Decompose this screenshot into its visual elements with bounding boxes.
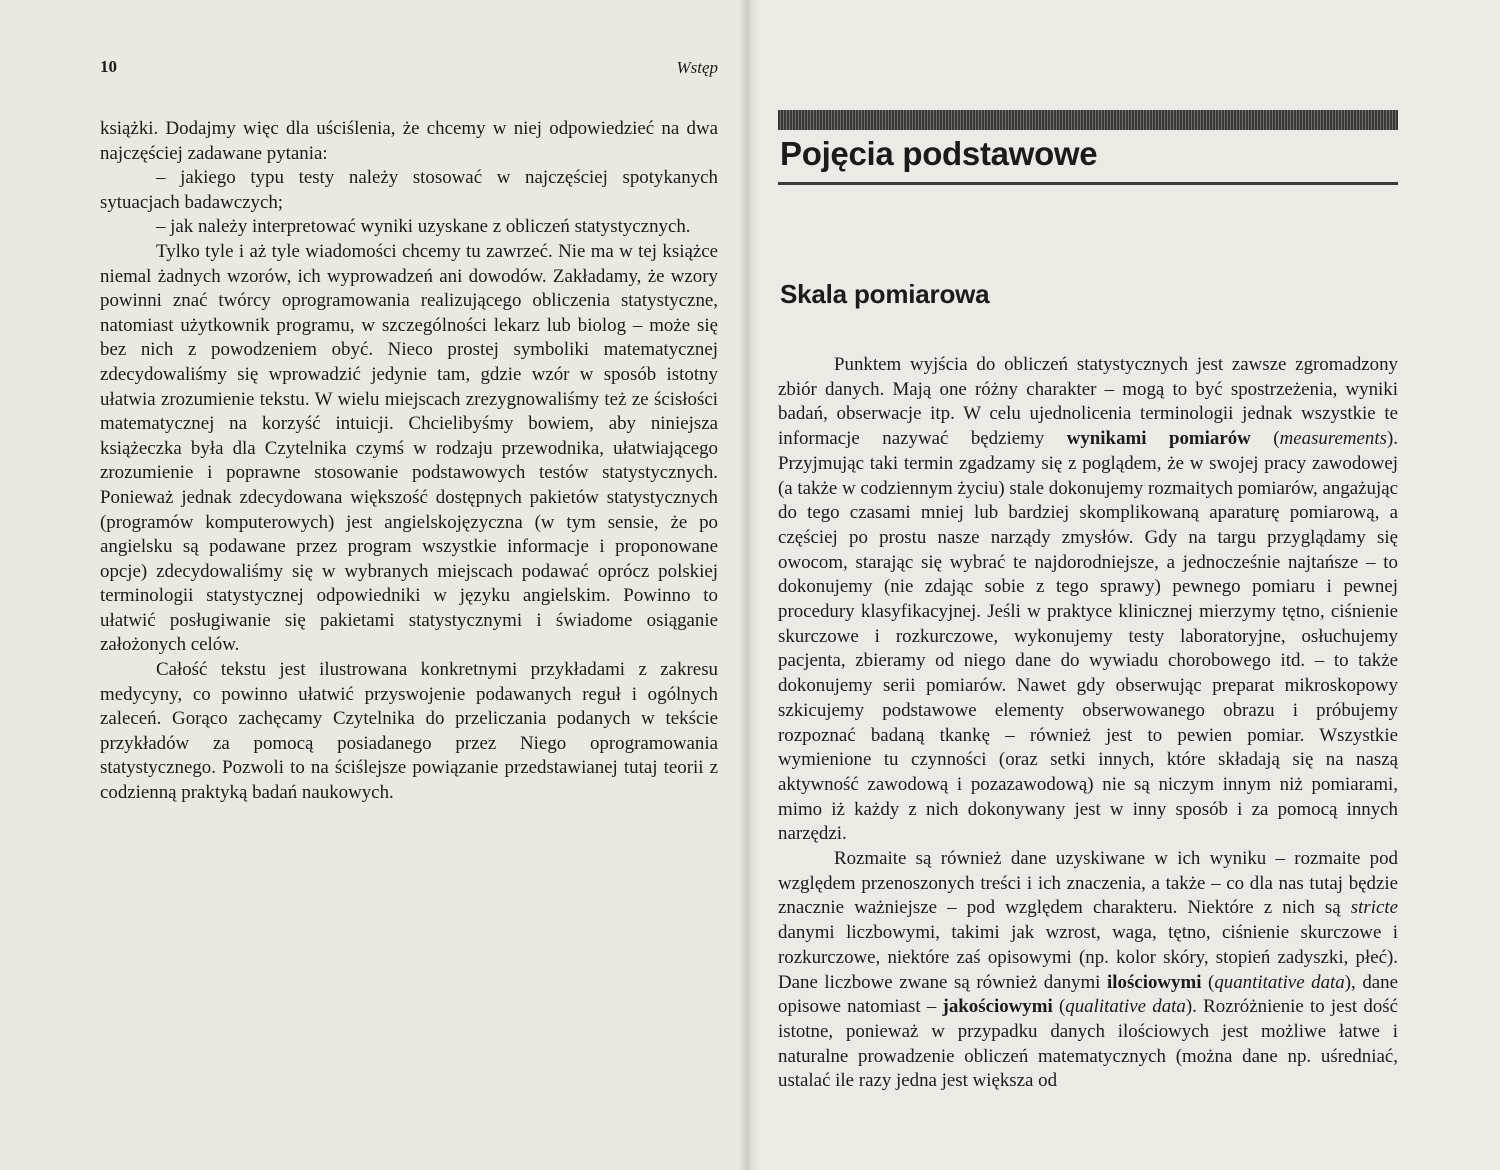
italic-term: qualitative data <box>1065 996 1186 1018</box>
list-item: – jak należy interpretować wyniki uzyskane z obliczeń statystycznych. <box>156 216 691 238</box>
chapter-title-bar <box>778 110 1398 130</box>
paragraph: książki. Dodajmy więc dla uściślenia, że chcemy w niej odpowiedzieć na dwa najczęściej zadawane pytania: <box>100 118 718 164</box>
text-run: Punktem wyjścia do obliczeń statystycznych jest zawsze zgromadzony zbiór danych. Mają one różny charakter – mogą to być spostrzeżenia, wyniki badań, obserwacje itp. W celu ujednolicenia terminologii jednak wszystkie te informacje nazywać będziemy <box>778 354 1398 450</box>
italic-term: stricte <box>1350 897 1398 919</box>
page-number: 10 <box>100 57 117 76</box>
italic-term: measurements <box>1279 428 1387 450</box>
bold-term: ilościowymi <box>1107 971 1202 993</box>
chapter-title-rule <box>778 182 1398 185</box>
right-page-body <box>778 353 1398 1094</box>
paragraph: Całość tekstu jest ilustrowana konkretnymi przykładami z zakresu medycyny, co powinno ułatwić przyswojenie podawanych reguł i ogólnych zaleceń. Gorąco zachęcamy Czytelnika do przeliczania podanych w tekście przykładów za pomocą posiadanego przez Niego oprogramowania statystycznego. Pozwoli to na ściślejsze powiązanie przedstawianej tutaj teorii z codzienną praktyką badań naukowych. <box>100 659 718 804</box>
italic-term: quantitative data <box>1214 971 1345 993</box>
bold-term: jakościowymi <box>942 996 1053 1018</box>
right-page-content <box>778 110 1398 1094</box>
text-run: ). Przyjmując taki termin zgadzamy się z poglądem, że w swojej pracy zawodowej (a także w codziennym życiu) stale dokonujemy rozmaitych pomiarów, angażując do tego czasami mniej lub bardziej skomplikowaną aparaturę pomiarową, a częściej po prostu nasze narządy zmysłów. Gdy na targu przyglądamy się owocom, starając się wybrać te najdorodniejsze, a jednocześnie najtańsze – to dokonujemy (nie zdając sobie z tego sprawy) pewnego pomiaru i pewnej procedury klasyfikacyjnej. Jeśli w praktyce klinicznej mierzymy tętno, ciśnienie skurczowe i rozkurczowe, wykonujemy testy laboratoryjne, osłuchujemy pacjenta, zbieramy od niego dane do wywiadu chorobowego itd. – to także dokonujemy serii pomiarów. Nawet gdy obserwując preparat mikroskopowy szkicujemy podstawowe elementy obserwowanego obrazu i próbujemy rozpoznać badaną tkankę – również jest to pewien pomiar. Wszystkie wymienione tu czynności (oraz setki innych, które składają się na naszą aktywność zawodową i pozazawodową) nie są niczym innym niż pomiarami, mimo iż każdy z nich dokonywany jest w inny sposób i za pomocą innych narzędzi. <box>778 428 1398 845</box>
running-head: Wstęp <box>676 58 718 77</box>
text-run: danymi liczbowymi, takimi jak wzrost, waga, tętno, ciśnienie skurczowe i rozkurczowe, niektóre zaś opisowymi (np. kolor skóry, stopień zadyszki, płeć). Dane liczbowe zwane są również danymi <box>778 922 1398 993</box>
right-page <box>748 0 1500 1170</box>
paragraph <box>778 847 1398 1094</box>
text-run: ), dane opisowe natomiast – <box>778 971 1399 1018</box>
book-gutter <box>738 0 758 1170</box>
paragraph <box>778 353 1398 847</box>
bold-term: wynikami pomiarów <box>1066 428 1251 450</box>
left-page <box>0 0 748 1170</box>
section-title: Skala pomiarowa <box>780 279 990 309</box>
left-page-body <box>100 117 718 806</box>
chapter-title: Pojęcia podstawowe <box>780 135 1098 172</box>
text-run: ( <box>1250 428 1280 450</box>
text-run: ( <box>1052 996 1066 1018</box>
text-run: ). Rozróżnienie to jest dość istotne, ponieważ w przypadku danych ilościowych jest możliwe łatwe i naturalne prowadzenie obliczeń matematycznych (można dane np. uśredniać, ustalać ile razy jedna jest większa od <box>778 996 1399 1092</box>
text-run: Rozmaite są również dane uzyskiwane w ich wyniku – rozmaite pod względem przenoszonych treści i ich znaczenia, a także – co dla nas tutaj będzie znacznie ważniejsze – pod względem charakteru. Niektóre z nich są <box>778 848 1398 919</box>
text-run: ( <box>1201 971 1215 993</box>
list-item: – jakiego typu testy należy stosować w najczęściej spotykanych sytuacjach badawczych; <box>100 167 718 213</box>
paragraph: Tylko tyle i aż tyle wiadomości chcemy tu zawrzeć. Nie ma w tej książce niemal żadnych wzorów, ich wyprowadzeń ani dowodów. Zakładamy, że wzory powinni znać twórcy oprogramowania realizującego obliczenia statystyczne, natomiast użytkownik programu, w szczególności lekarz lub biolog – może się bez nich z powodzeniem obyć. Nieco prostej symboliki matematycznej zdecydowaliśmy się wprowadzić jedynie tam, gdzie wzór w sposób istotny ułatwia zrozumienie tekstu. W wielu miejscach zrezygnowaliśmy też ze ścisłości matematycznej na korzyść intuicji. Chcielibyśmy bowiem, aby niniejsza książeczka była dla Czytelnika czymś w rodzaju przewodnika, ułatwiającego zrozumienie i poprawne stosowanie podstawowych testów statystycznych. Ponieważ jednak zdecydowana większość dostępnych pakietów statystycznych (programów komputerowych) jest angielskojęzyczna (w tym sensie, że po angielsku są podawane przez program wszystkie informacje i proponowane opcje) zdecydowaliśmy się w wybranych miejscach podawać oprócz polskiej terminologii statystycznej odpowiedniki w języku angielskim. Powinno to ułatwić posługiwanie się pakietami statystycznymi i świadome osiąganie założonych celów. <box>100 240 718 656</box>
